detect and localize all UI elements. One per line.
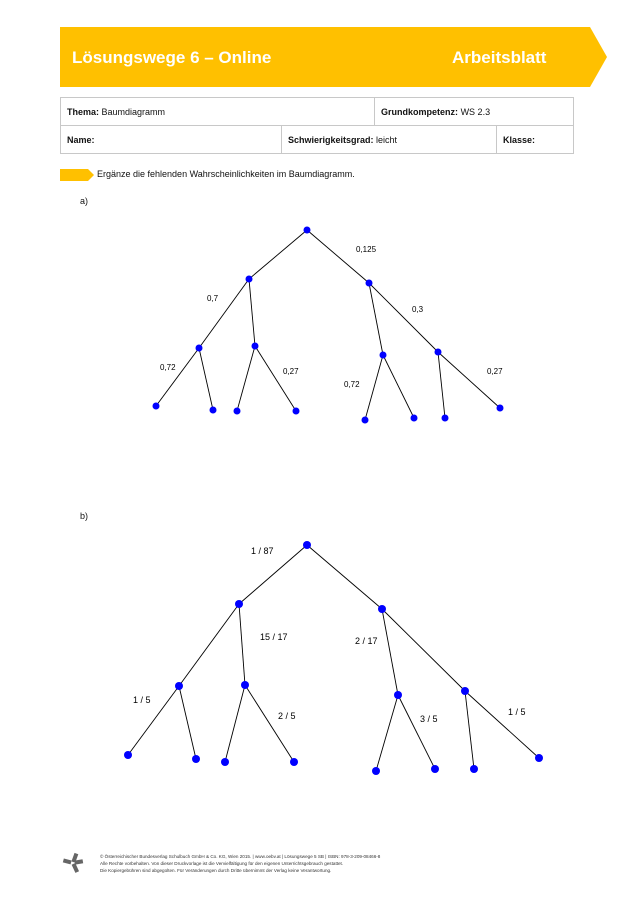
document-type: Arbeitsblatt [452, 48, 547, 67]
tree-b-nodes [124, 541, 543, 775]
tree-a-leaf-node [234, 408, 241, 415]
difficulty-label: Schwierigkeitsgrad: [288, 134, 374, 145]
difficulty-cell [282, 126, 497, 154]
competence-label: Grundkompetenz: [381, 106, 459, 117]
info-row-name [61, 126, 574, 154]
footer-line: Die Kopiergebühren sind abgegolten. Für Veränderungen durch Dritte übernimmt der Verlag keine Verantwortung. [100, 868, 332, 873]
tree-b-leaf-node [535, 754, 543, 762]
tree-a-edges [156, 230, 500, 420]
arrow-marker-icon [60, 168, 94, 182]
part-a-label: a) [80, 196, 89, 206]
tree-a-labels [160, 245, 503, 389]
topic-label: Thema: [67, 106, 100, 117]
tree-b-edge-label: 3 / 5 [420, 714, 438, 724]
topic-value: Baumdiagramm [101, 106, 166, 117]
tree-a-edge-label: 0,27 [283, 367, 299, 376]
name-cell [61, 126, 282, 154]
tree-a-leaf-node [153, 403, 160, 410]
tree-b-edge-label: 1 / 5 [508, 707, 526, 717]
footer-line: © Österreichischer Bundesverlag Schulbuch GmbH & Co. KG, Wien 2015. | www.oebv.at | Lösungswege 5 SB | ISBN: 978-3-209-08466-8 [100, 854, 381, 859]
tree-b-leaf-node [372, 767, 380, 775]
tree-b-node [378, 605, 386, 613]
instruction-text: Ergänze die fehlenden Wahrscheinlichkeiten im Baumdiagramm. [97, 169, 355, 179]
tree-a-leaf-node [497, 405, 504, 412]
tree-a-edge-label: 0,3 [412, 305, 424, 314]
tree-a-node [435, 349, 442, 356]
tree-b-node [241, 681, 249, 689]
tree-a-nodes [153, 227, 504, 424]
tree-diagram-b [0, 530, 640, 780]
tree-b-leaf-node [124, 751, 132, 759]
difficulty-value: leicht [376, 134, 398, 145]
competence-cell [375, 98, 574, 126]
publisher-logo-icon [62, 852, 84, 874]
tree-a-edge-label: 0,7 [207, 294, 219, 303]
tree-b-edge-label: 2 / 17 [355, 636, 378, 646]
tree-a-edge-label: 0,72 [160, 363, 176, 372]
tree-diagram-a [0, 215, 640, 430]
tree-b-node [235, 600, 243, 608]
footer-line: Alle Rechte vorbehalten. Von dieser Druckvorlage ist die Vervielfältigung für den eigenen Unterrichtsgebrauch gestattet. [100, 861, 344, 866]
tree-b-labels [133, 546, 526, 724]
tree-b-edge-label: 1 / 5 [133, 695, 151, 705]
tree-b-node [461, 687, 469, 695]
tree-b-leaf-node [431, 765, 439, 773]
tree-a-edge-label: 0,27 [487, 367, 503, 376]
tree-b-leaf-node [221, 758, 229, 766]
tree-b-leaf-node [192, 755, 200, 763]
tree-a-edge-label: 0,72 [344, 380, 360, 389]
tree-a-root-node [304, 227, 311, 234]
info-row-topic [61, 98, 574, 126]
tree-a-node [380, 352, 387, 359]
tree-b-edge-label: 1 / 87 [251, 546, 274, 556]
tree-b-node [175, 682, 183, 690]
tree-b-edge-label: 2 / 5 [278, 711, 296, 721]
page-title: Lösungswege 6 – Online [72, 48, 272, 67]
competence-value: WS 2.3 [460, 106, 491, 117]
tree-a-node [252, 343, 259, 350]
class-cell [497, 126, 574, 154]
footer-copyright [100, 853, 380, 874]
tree-a-leaf-node [442, 415, 449, 422]
header-banner [60, 27, 607, 87]
tree-a-leaf-node [293, 408, 300, 415]
tree-b-edge-label: 15 / 17 [260, 632, 288, 642]
topic-cell [61, 98, 375, 126]
name-label: Name: [67, 134, 95, 145]
tree-a-leaf-node [210, 407, 217, 414]
info-table [60, 97, 574, 154]
tree-a-leaf-node [411, 415, 418, 422]
tree-a-leaf-node [362, 417, 369, 424]
tree-b-edges [128, 545, 539, 771]
tree-b-root-node [303, 541, 311, 549]
tree-b-leaf-node [470, 765, 478, 773]
tree-a-edge-label: 0,125 [356, 245, 377, 254]
tree-b-node [394, 691, 402, 699]
tree-b-leaf-node [290, 758, 298, 766]
class-label: Klasse: [503, 134, 536, 145]
tree-a-node [196, 345, 203, 352]
part-b-label: b) [80, 511, 89, 521]
tree-a-node [246, 276, 253, 283]
tree-a-node [366, 280, 373, 287]
